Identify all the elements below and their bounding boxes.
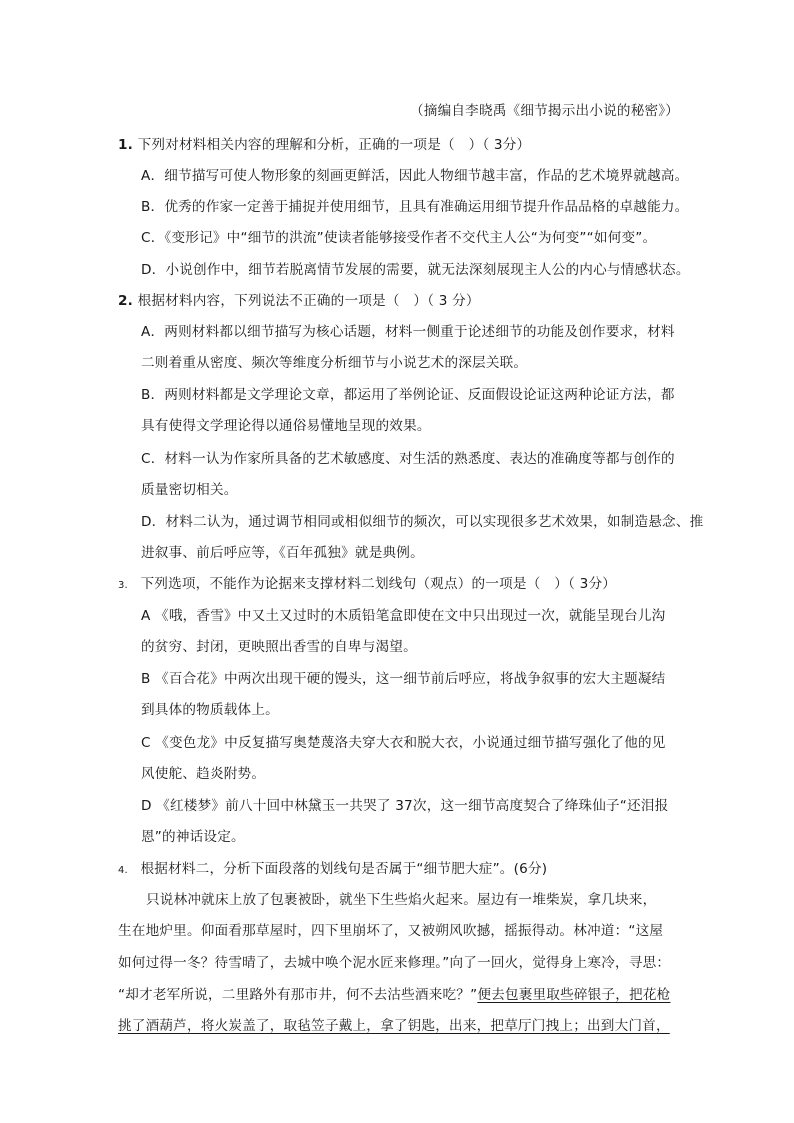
question-stem: 下列选项，不能作为论据来支撑材料二划线句（观点）的一项是（ ）（ 3分）	[140, 576, 617, 592]
option-2c-line2: 质量密切相关。	[141, 482, 238, 498]
option-3a-line1: A 《哦，香雪》中又土又过时的木质铅笔盒即使在文中只出现过一次，就能呈现台儿沟	[141, 608, 666, 624]
option-2b-line1: B．两则材料都是文学理论文章，都运用了举例论证、反面假设论证这两种论证方法，都	[141, 387, 675, 403]
passage-line-3: 如何过得一冬？待雪晴了，去城中唤个泥水匠来修理。”向了一回火，觉得身上寒冷，寻思：	[118, 955, 671, 971]
passage-line-1: 只说林冲就床上放了包裹被卧，就坐下生些焰火起来。屋边有一堆柴炭，拿几块来，	[146, 892, 657, 908]
option-1d: D．小说创作中，细节若脱离情节发展的需要，就无法深刻展现主人公的内心与情感状态。	[141, 262, 690, 278]
option-1b: B．优秀的作家一定善于捕捉并使用细节，且具有准确运用细节提升作品品格的卓越能力。	[141, 199, 689, 215]
option-2a-line2: 二则着重从密度、频次等维度分析细节与小说艺术的深层关联。	[141, 355, 528, 371]
question-number: 2.	[118, 293, 134, 309]
passage-line-2: 生在地炉里。仰面看那草屋时，四下里崩坏了，又被朔风吹撼，摇振得动。林冲道：“这屋	[118, 923, 664, 939]
option-2d-line2: 进叙事、前后呼应等，《百年孤独》就是典例。	[141, 545, 424, 561]
question-number: 3.	[118, 580, 128, 591]
option-1c: C．《变形记》中“细节的洪流”使读者能够接受作者不交代主人公“为何变”“如何变”。	[141, 230, 657, 246]
question-2	[118, 291, 480, 311]
option-2d-line1: D．材料二认为，通过调节相同或相似细节的频次，可以实现很多艺术效果，如制造悬念、推	[141, 514, 704, 530]
passage-line-4	[118, 985, 670, 1005]
question-3	[118, 574, 616, 596]
question-4	[118, 859, 547, 881]
option-3d-line1: D 《红楼梦》前八十回中林黛玉一共哭了 37次，这一细节高度契合了绛珠仙子“还泪报	[141, 798, 669, 814]
question-stem: 根据材料内容，下列说法不正确的一项是（ ）（ 3 分）	[137, 293, 480, 309]
question-number: 4.	[118, 865, 128, 876]
question-number: 1.	[118, 137, 134, 153]
option-2c-line1: C．材料一认为作家所具备的艺术敏感度、对生活的熟悉度、表达的准确度等都与创作的	[141, 451, 675, 467]
option-3d-line2: 恩”的神话设定。	[141, 829, 245, 845]
question-1	[118, 135, 530, 155]
source-citation: （摘编自李晓禹《细节揭示出小说的秘密》）	[410, 103, 680, 119]
option-3c-line1: C 《变色龙》中反复描写奥楚蔑洛夫穿大衣和脱大衣，小说通过细节描写强化了他的见	[141, 735, 666, 751]
option-3b-line2: 到具体的物质载体上。	[141, 702, 279, 718]
option-2b-line2: 具有使得文学理论得以通俗易懂地呈现的效果。	[141, 418, 431, 434]
option-1a: A．细节描写可使人物形象的刻画更鲜活，因此人物细节越丰富，作品的艺术境界就越高。	[141, 168, 689, 184]
underlined-sentence: 便去包裹里取些碎银子，把花枪	[477, 987, 671, 1003]
option-3a-line2: 的贫穷、封闭，更映照出香雪的自卑与渴望。	[141, 639, 417, 655]
passage-text: “却才老军所说，二里路外有那市井，何不去沽些酒来吃？”	[118, 987, 478, 1003]
option-3c-line2: 风使舵、趋炎附势。	[141, 766, 266, 782]
passage-line-5	[118, 1016, 670, 1036]
question-stem: 根据材料二，分析下面段落的划线句是否属于“细节肥大症”。(6分)	[140, 861, 548, 877]
option-3b-line1: B 《百合花》中两次出现干硬的馒头，这一细节前后呼应，将战争叙事的宏大主题凝结	[141, 671, 666, 687]
underlined-sentence: 挑了酒葫芦，将火炭盖了，取毡笠子戴上，拿了钥匙，出来，把草厅门拽上；出到大门首，	[118, 1018, 670, 1034]
option-2a-line1: A．两则材料都以细节描写为核心话题，材料一侧重于论述细节的功能及创作要求，材料	[141, 324, 675, 340]
question-stem: 下列对材料相关内容的理解和分析，正确的一项是（ ）（ 3分）	[137, 137, 531, 153]
